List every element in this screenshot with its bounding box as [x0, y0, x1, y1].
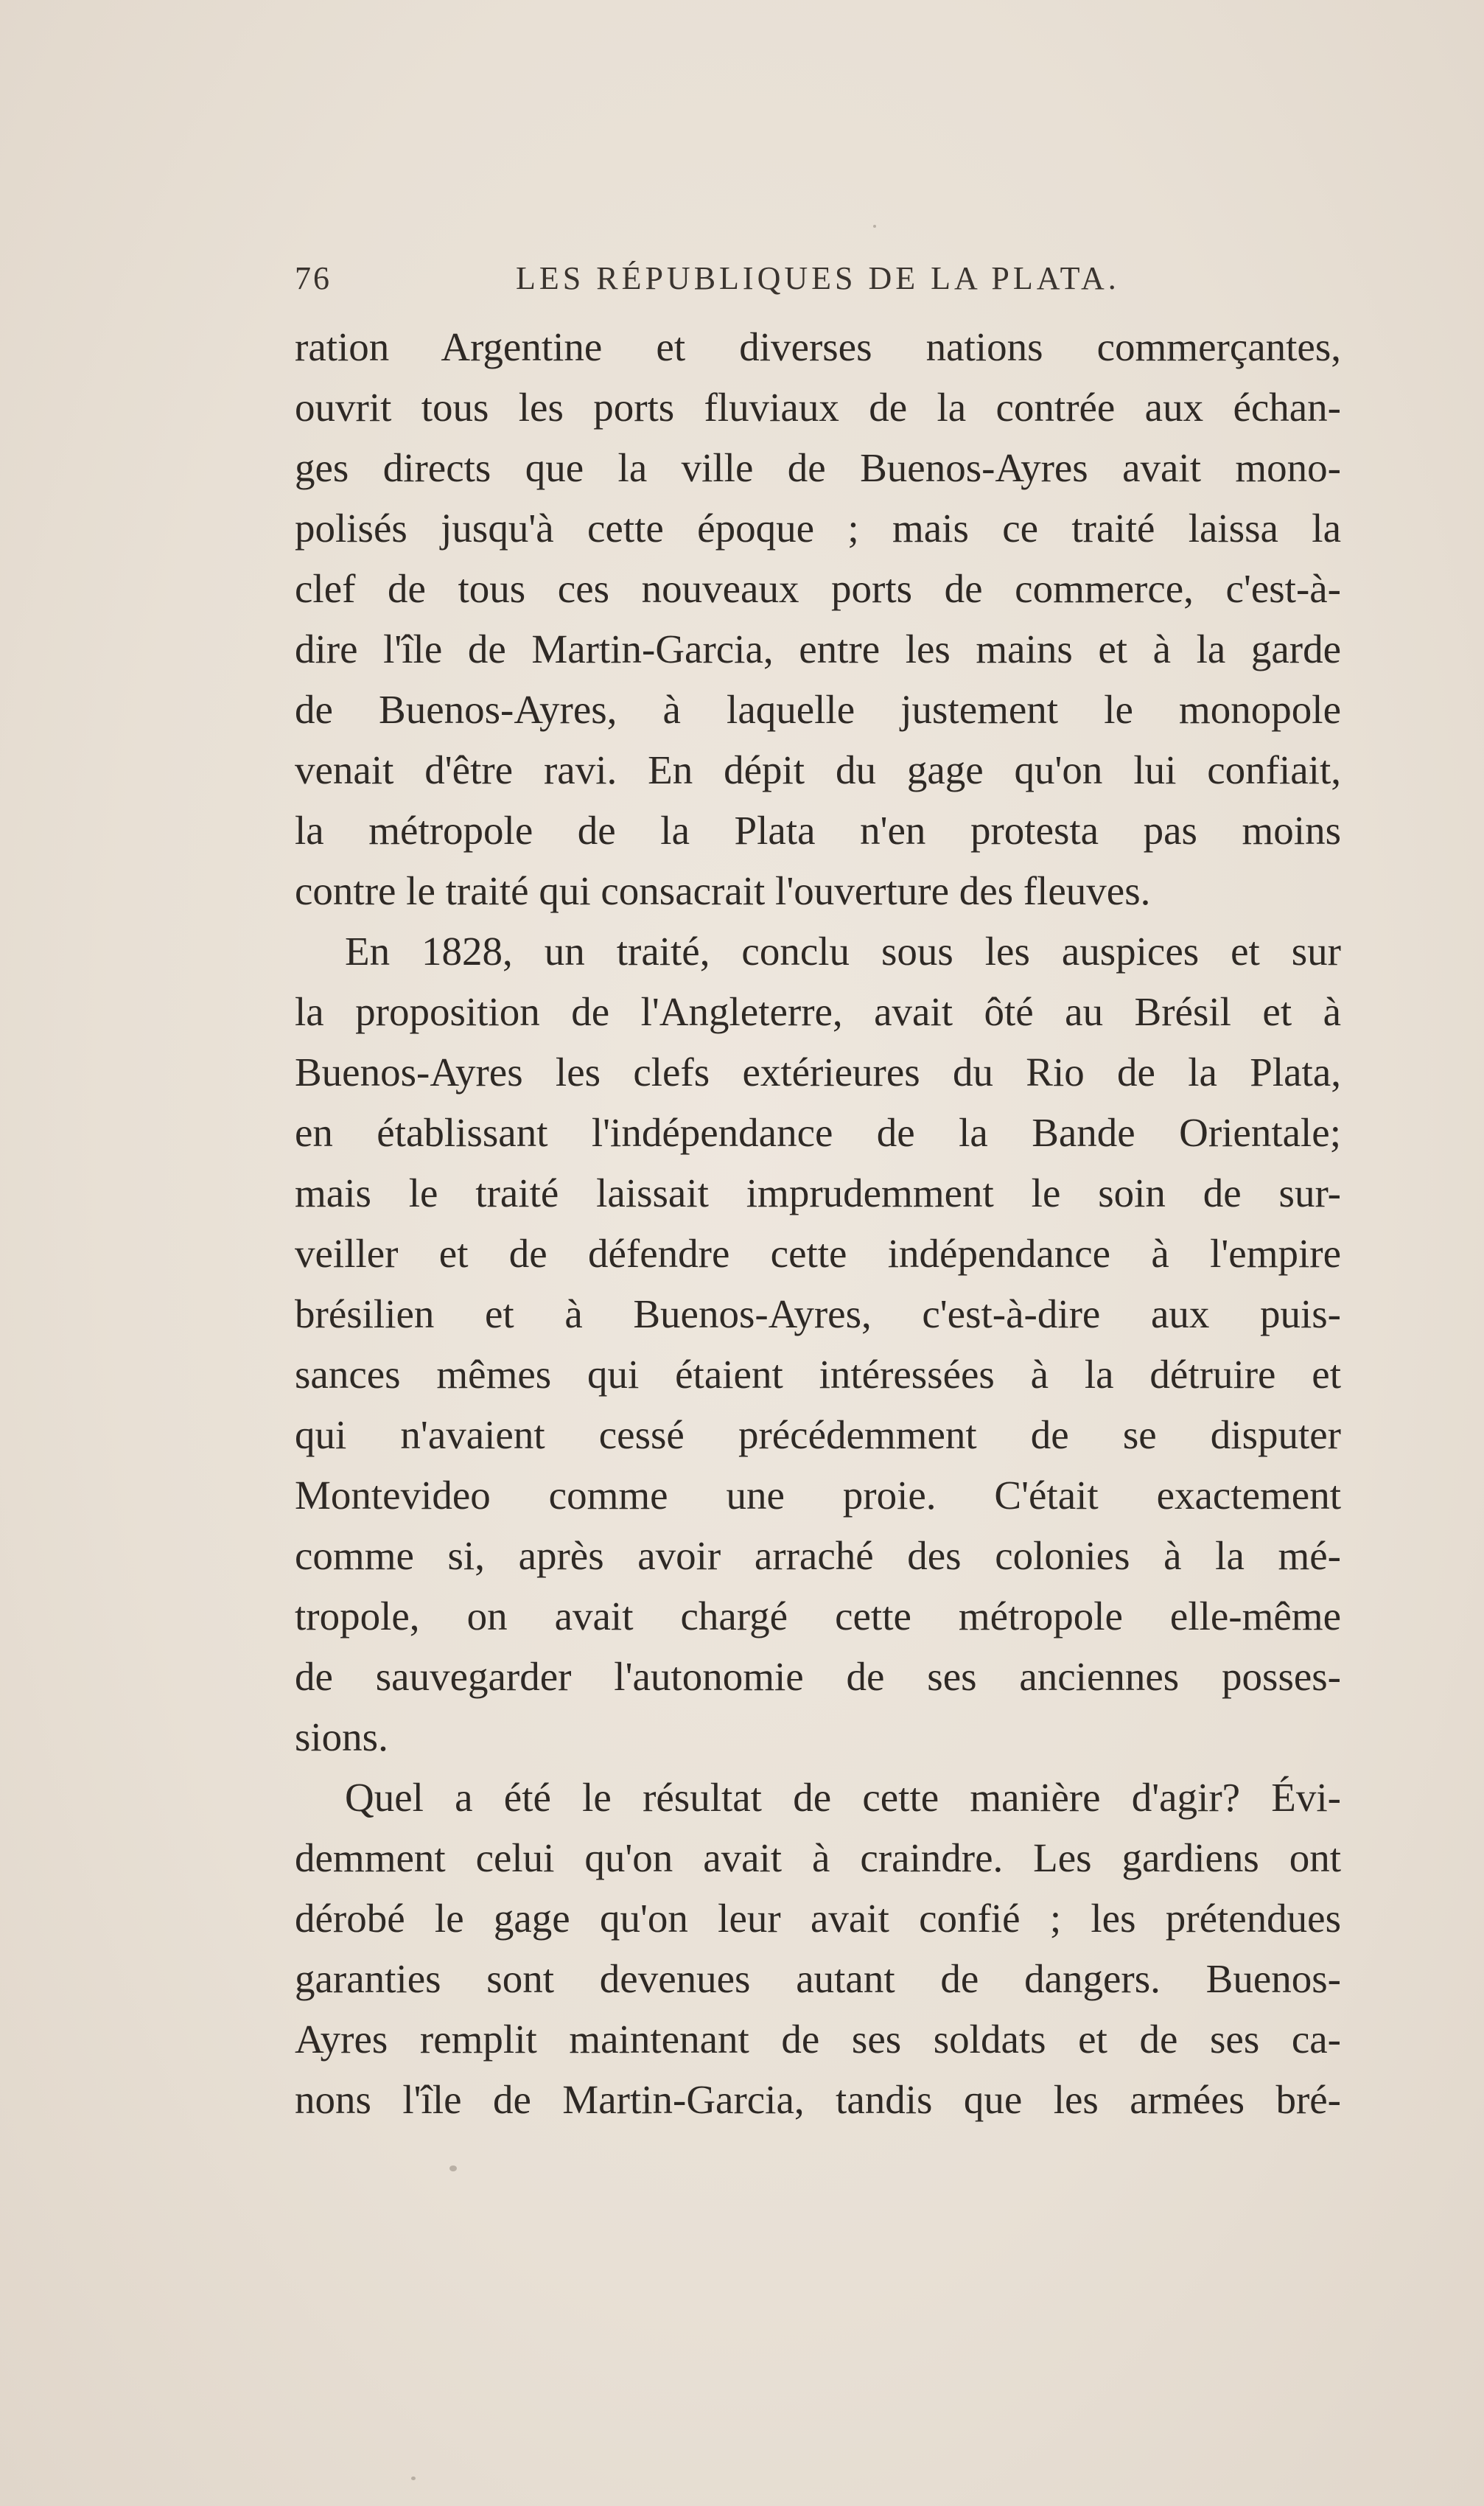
text-line: En 1828, un traité, conclu sous les auspices et sur	[345, 929, 1341, 974]
text-line: brésilien et à Buenos-Ayres, c'est-à-dire aux puis-	[295, 1291, 1341, 1336]
ink-speck	[449, 2165, 457, 2171]
text-line: mais le traité laissait imprudemment le soin de sur-	[295, 1170, 1341, 1215]
text-line: la proposition de l'Angleterre, avait ôté au Brésil et à	[295, 989, 1341, 1034]
text-line: sions.	[295, 1714, 388, 1759]
text-line: tropole, on avait chargé cette métropole elle-même	[295, 1594, 1341, 1638]
text-line: Quel a été le résultat de cette manière d'agir? Évi-	[345, 1775, 1341, 1820]
page-number: 76	[295, 260, 332, 296]
text-line: qui n'avaient cessé précédemment de se disputer	[295, 1412, 1341, 1457]
text-line: ges directs que la ville de Buenos-Ayres avait mono-	[295, 445, 1341, 490]
text-line: clef de tous ces nouveaux ports de commerce, c'est-à-	[295, 566, 1341, 611]
text-line: dire l'île de Martin-Garcia, entre les mains et à la garde	[295, 626, 1341, 671]
text-line: Buenos-Ayres les clefs extérieures du Rio de la Plata,	[295, 1050, 1341, 1095]
text-line: ouvrit tous les ports fluviaux de la contrée aux échan-	[295, 385, 1341, 430]
text-line: veiller et de défendre cette indépendance à l'empire	[295, 1231, 1341, 1276]
text-line: de sauvegarder l'autonomie de ses anciennes posses-	[295, 1654, 1341, 1699]
text-line: la métropole de la Plata n'en protesta pas moins	[295, 808, 1341, 853]
text-line: de Buenos-Ayres, à laquelle justement le monopole	[295, 687, 1341, 732]
text-line: sances mêmes qui étaient intéressées à la détruire et	[295, 1352, 1341, 1397]
body-text	[295, 317, 1341, 2130]
text-line: comme si, après avoir arraché des colonies à la mé-	[295, 1533, 1341, 1578]
text-line: polisés jusqu'à cette époque ; mais ce traité laissa la	[295, 506, 1341, 551]
text-line: dérobé le gage qu'on leur avait confié ; les prétendues	[295, 1896, 1341, 1941]
ink-speck	[873, 225, 876, 228]
text-line: nons l'île de Martin-Garcia, tandis que les armées bré-	[295, 2077, 1341, 2122]
text-line: ration Argentine et diverses nations commerçantes,	[295, 324, 1341, 369]
text-line: contre le traité qui consacrait l'ouverture des fleuves.	[295, 868, 1151, 913]
text-line: venait d'être ravi. En dépit du gage qu'on lui confiait,	[295, 747, 1341, 792]
text-line: demment celui qu'on avait à craindre. Les gardiens ont	[295, 1835, 1341, 1880]
text-line: Montevideo comme une proie. C'était exactement	[295, 1473, 1341, 1518]
text-line: garanties sont devenues autant de dangers. Buenos-	[295, 1956, 1341, 2001]
text-line: Ayres remplit maintenant de ses soldats et de ses ca-	[295, 2017, 1341, 2062]
text-line: en établissant l'indépendance de la Bande Orientale;	[295, 1110, 1341, 1155]
running-head: LES RÉPUBLIQUES DE LA PLATA.	[516, 260, 1120, 296]
ink-speck	[411, 2477, 416, 2480]
page-header	[295, 259, 1334, 304]
